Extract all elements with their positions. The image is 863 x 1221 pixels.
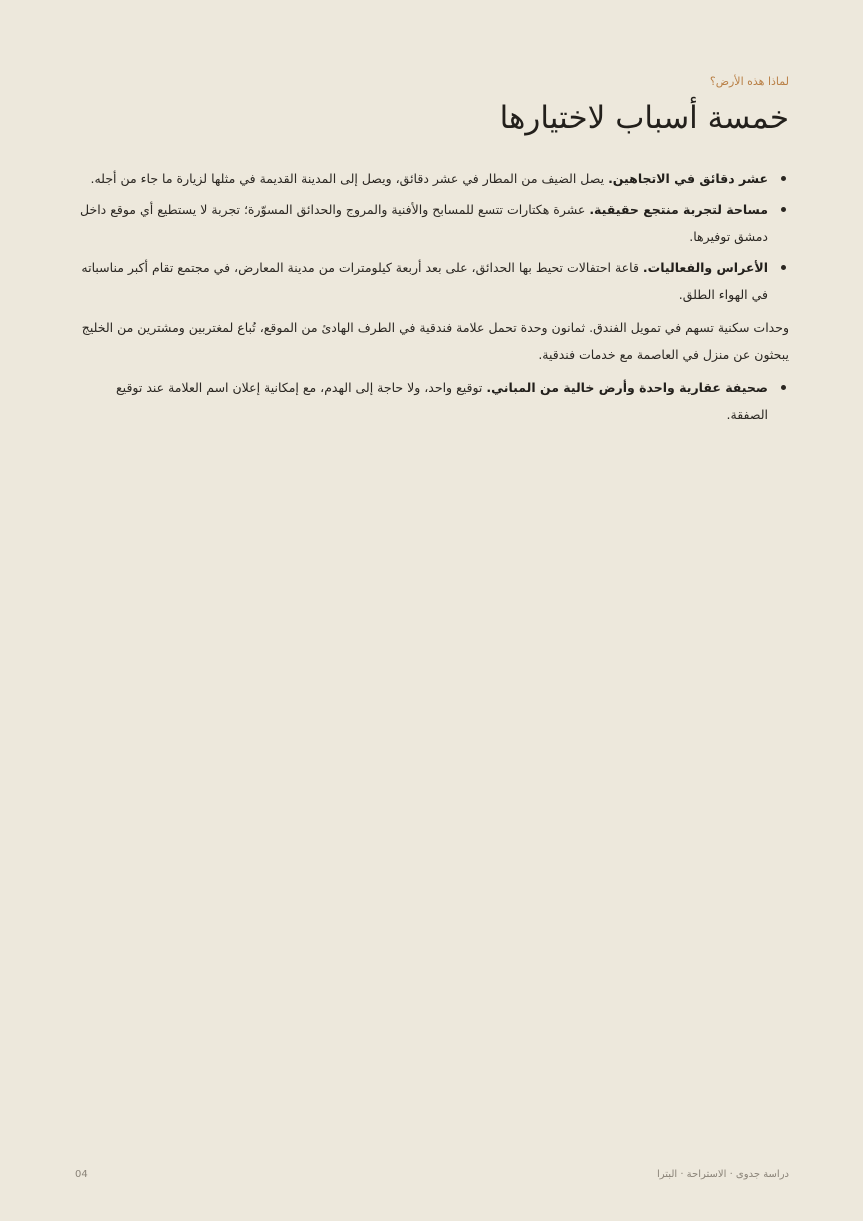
bullet-dot-icon [781,207,786,212]
reasons-list-1 [75,165,789,308]
reasons-list-2 [75,374,789,428]
list-item-heading: مساحة لتجربة منتجع حقيقية. [589,202,768,217]
list-item-text: توقيع واحد، ولا حاجة إلى الهدم، مع إمكانية إعلان اسم العلامة عند توقيع الصفقة. [116,380,768,422]
bullet-dot-icon [781,176,786,181]
list-item-text: قاعة احتفالات تحيط بها الحدائق، على بعد أربعة كيلومترات من مدينة المعارض، في مجتمع تقام أكبر مناسباته في الهواء الطلق. [81,260,768,302]
list-item-heading: الأعراس والفعاليات. [642,260,768,275]
list-item [75,196,789,250]
page-title: خمسة أسباب لاختيارها [499,100,789,136]
list-item-heading: صحيفة عقارية واحدة وأرض خالية من المباني. [486,380,768,395]
residences-paragraph: وحدات سكنية تسهم في تمويل الفندق. ثمانون وحدة تحمل علامة فندقية في الطرف الهادئ من الموقع، تُباع لمغتربين ومشترين من الخليج يبحثون عن منزل في العاصمة مع خدمات فندقية. [81,320,789,362]
section-eyebrow: لماذا هذه الأرض؟ [709,75,789,88]
list-item-heading: عشر دقائق في الاتجاهين. [608,171,768,186]
page-number: 04 [75,1169,88,1180]
body-content [75,165,789,432]
bullet-dot-icon [781,265,786,270]
bullet-dot-icon [781,385,786,390]
list-item [75,374,789,428]
list-item-text: عشرة هكتارات تتسع للمسابح والأفنية والمروج والحدائق المسوّرة؛ تجربة لا يستطيع أي موقع داخل دمشق توفيرها. [80,202,768,244]
list-item-text: يصل الضيف من المطار في عشر دقائق، ويصل إلى المدينة القديمة في مثلها لزيارة ما جاء من أجله. [90,171,609,186]
footer-label: دراسة جدوى · الاستراحة · البترا [656,1169,789,1180]
list-item [75,254,789,308]
page [75,0,789,1221]
list-item [75,165,789,192]
